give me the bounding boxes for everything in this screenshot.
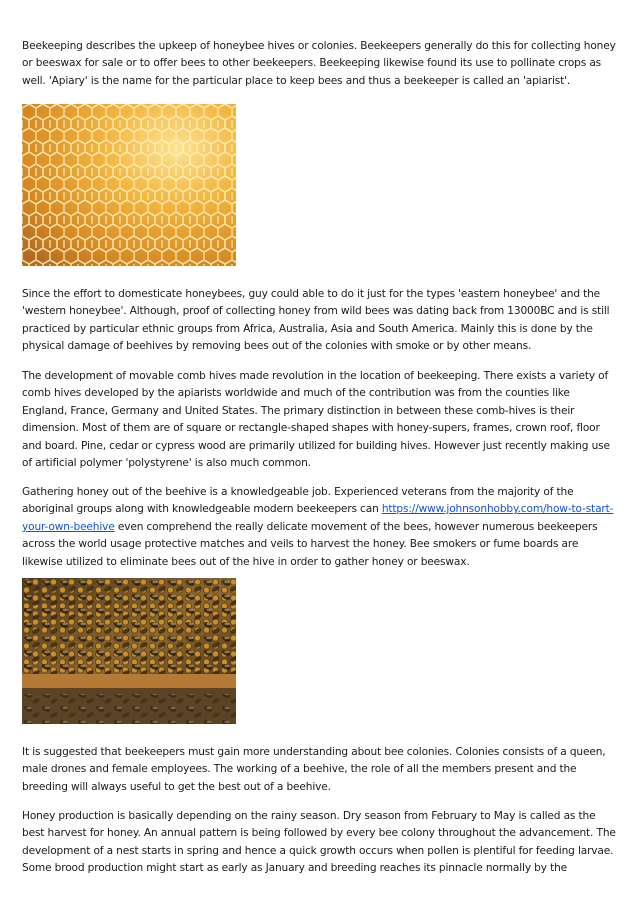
paragraph-5: It is suggested that beekeepers must gain more understanding about bee colonies. Colonies consists of a queen, male drones and female employees. The working of a beehive, the role of all the members present and the breeding will always useful to get the best out of a beehive.	[22, 746, 606, 793]
paragraph-4	[22, 484, 618, 571]
paragraph-6: Honey production is basically depending on the rainy season. Dry season from February to May is called as the best harvest for honey. An annual pattern is being followed by every bee colony throughout the advancement. The development of a nest starts in spring and hence a quick growth occurs when pollen is plentiful for feeding larvae. Some brood production might start as early as January and breeding reaches its pinnacle normally by the	[22, 810, 616, 875]
beehive-article-link[interactable]: https://www.johnsonhobby.com/how-to-start-your-own-beehive	[22, 503, 614, 533]
paragraph-2: Since the effort to domesticate honeybees, guy could able to do it just for the types 'eastern honeybee' and the 'western honeybee'. Although, proof of collecting honey from wild bees was dating back from 13000BC and is still practiced by particular ethnic groups from Africa, Australia, Asia and South America. Mainly this is done by the physical damage of beehives by removing bees out of the colonies with smoke or by other means.	[22, 288, 610, 353]
paragraph-3: The development of movable comb hives made revolution in the location of beekeeping. There exists a variety of comb hives developed by the apiarists worldwide and much of the contribution was from the counties like England, France, Germany and United States. The primary distinction in between these comb-hives is their dimension. Most of them are of square or rectangle-shaped shapes with honey-supers, frames, crown roof, floor and board. Pine, cedar or cypress wood are primarily utilized for building hives. However just recently making use of artificial polymer 'polystyrene' is also much common.	[22, 370, 610, 470]
paragraph-4-text-after: even comprehend the really delicate movement of the bees, however numerous beekeepers across the world usage protective matches and veils to harvest the honey. Bee smokers or fume boards are likewise utilized to eliminate bees out of the hive in order to gather honey or beeswax.	[22, 520, 598, 568]
bees-on-comb-photo	[22, 578, 236, 724]
paragraph-4-text-before: Gathering honey out of the beehive is a knowledgeable job. Experienced veterans from the majority of the aboriginal groups along with knowledgeable modern beekeepers can	[22, 486, 574, 516]
paragraph-1: Beekeeping describes the upkeep of honeybee hives or colonies. Beekeepers generally do this for collecting honey or beeswax for sale or to offer bees to other beekeepers. Beekeeping likewise found its use to pollinate crops as well. 'Apiary' is the name for the particular place to keep bees and thus a beekeeper is called an 'apiarist'.	[22, 40, 616, 87]
honeycomb-photo	[22, 104, 236, 266]
